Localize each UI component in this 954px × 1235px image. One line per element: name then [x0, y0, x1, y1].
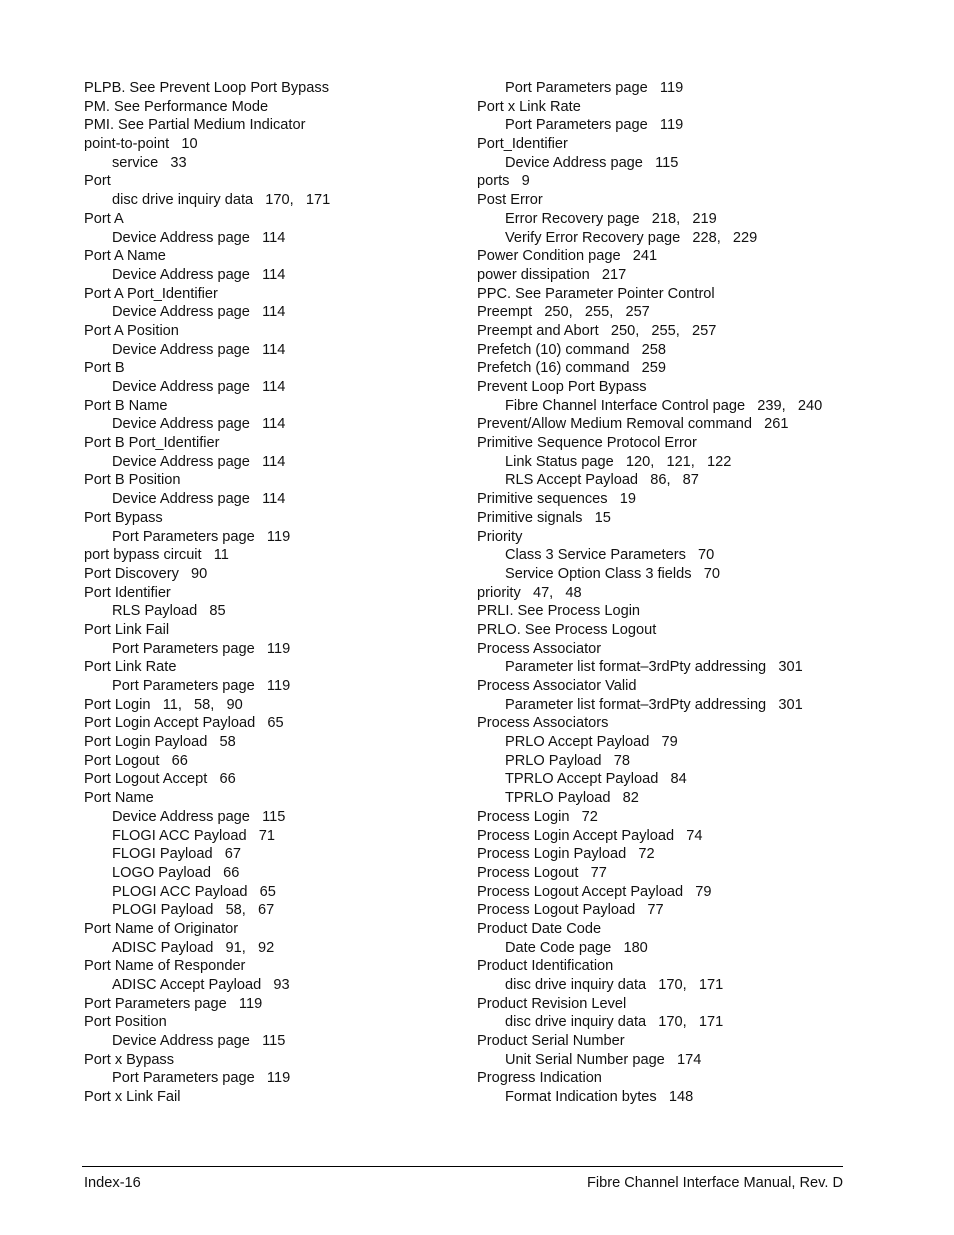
- index-subentry: Link Status page 120, 121, 122: [505, 453, 732, 470]
- index-entry: Port B: [84, 360, 125, 377]
- index-subentry: Device Address page 115: [112, 1033, 286, 1050]
- index-subentry: Port Parameters page 119: [112, 678, 291, 694]
- index-entry: Port B Port_Identifier: [84, 435, 220, 452]
- index-entry: PM. See Performance Mode: [84, 98, 269, 115]
- index-subentry: Port Parameters page 119: [112, 1070, 291, 1087]
- index-subentry: Service Option Class 3 fields 70: [505, 565, 720, 582]
- index-entry: Process Login Payload 72: [477, 846, 655, 863]
- index-entry: Preempt and Abort 250, 255, 257: [477, 322, 717, 339]
- index-subentry: RLS Accept Payload 86, 87: [505, 472, 699, 489]
- index-entry: Primitive Sequence Protocol Error: [477, 435, 697, 452]
- index-entry: Port x Link Rate: [477, 98, 581, 115]
- index-entry: point-to-point 10: [84, 136, 198, 153]
- index-entry: Preempt 250, 255, 257: [477, 304, 650, 321]
- index-subentry: disc drive inquiry data 170, 171: [505, 977, 724, 993]
- index-entry: Process Logout Payload 77: [477, 902, 664, 919]
- index-subentry: ADISC Payload 91, 92: [112, 939, 275, 956]
- index-entry: Port Discovery 90: [84, 565, 208, 582]
- index-entry: Process Logout 77: [477, 864, 607, 881]
- index-subentry: Port Parameters page 119: [112, 640, 291, 657]
- index-entry: Product Serial Number: [477, 1033, 625, 1050]
- index-entry: Port Login Accept Payload 65: [84, 715, 284, 732]
- index-entry: Port Parameters page 119: [84, 995, 263, 1012]
- index-subentry: PLOGI ACC Payload 65: [112, 883, 276, 900]
- index-entry: Process Login 72: [477, 808, 598, 825]
- index-entry: PRLO. See Process Logout: [477, 621, 657, 638]
- index-subentry: Device Address page 114: [112, 341, 286, 358]
- index-entry: Port: [84, 173, 111, 190]
- index-subentry: Format Indication bytes 148: [505, 1089, 694, 1106]
- footer-rule: [82, 1166, 843, 1167]
- index-subentry: Device Address page 115: [112, 808, 286, 825]
- index-entry: Product Date Code: [477, 920, 602, 937]
- index-subentry: Port Parameters page 119: [505, 117, 684, 134]
- index-entry: Power Condition page 241: [477, 248, 658, 265]
- index-entry: Port A Position: [84, 322, 179, 339]
- index-entry: Process Associator Valid: [477, 678, 637, 694]
- index-entry: Prevent Loop Port Bypass: [477, 379, 647, 395]
- index-entry: Port Name: [84, 790, 154, 807]
- index-subentry: service 33: [112, 154, 187, 171]
- index-subentry: Device Address page 114: [112, 304, 286, 321]
- index-entry: priority 47, 48: [477, 584, 582, 601]
- index-subentry: Device Address page 115: [505, 154, 679, 171]
- index-entry: Progress Indication: [477, 1070, 602, 1087]
- index-subentry: Device Address page 114: [112, 416, 286, 433]
- index-entry: Port Logout 66: [84, 752, 188, 769]
- index-entry: Port Name of Originator: [84, 920, 239, 937]
- index-entry: Process Associators: [477, 715, 609, 732]
- index-entry: Port Name of Responder: [84, 958, 246, 975]
- index-column-left: [84, 79, 464, 1107]
- index-subentry: Port Parameters page 119: [505, 80, 684, 96]
- index-subentry: Port Parameters page 119: [112, 528, 291, 545]
- index-subentry: Date Code page 180: [505, 939, 648, 956]
- index-entry: Primitive sequences 19: [477, 491, 636, 508]
- footer-doc-title: Fibre Channel Interface Manual, Rev. D: [586, 1175, 843, 1191]
- index-subentry: RLS Payload 85: [112, 603, 226, 620]
- index-entry: PRLI. See Process Login: [477, 603, 641, 620]
- index-entry: Port B Name: [84, 397, 168, 414]
- index-subentry: Device Address page 114: [112, 379, 286, 395]
- index-subentry: PRLO Accept Payload 79: [505, 734, 678, 751]
- index-subentry: Device Address page 114: [112, 453, 286, 470]
- index-entry: PMI. See Partial Medium Indicator: [84, 117, 306, 134]
- index-entry: Prefetch (16) command 259: [477, 360, 666, 377]
- index-entry: Product Identification: [477, 958, 614, 975]
- index-entry: Port Identifier: [84, 584, 171, 601]
- index-subentry: Device Address page 114: [112, 229, 286, 246]
- index-entry: Port Login Payload 58: [84, 734, 236, 751]
- index-subentry: Unit Serial Number page 174: [505, 1051, 702, 1068]
- index-entry: Port A Port_Identifier: [84, 285, 218, 302]
- index-entry: PPC. See Parameter Pointer Control: [477, 285, 715, 302]
- index-entry: Port Link Rate: [84, 659, 177, 676]
- index-subentry: LOGO Payload 66: [112, 864, 240, 881]
- index-subentry: disc drive inquiry data 170, 171: [505, 1014, 724, 1031]
- index-subentry: disc drive inquiry data 170, 171: [112, 192, 331, 209]
- index-entry: Port A Name: [84, 248, 166, 265]
- index-entry: Port B Position: [84, 472, 181, 489]
- index-subentry: PRLO Payload 78: [505, 752, 630, 769]
- index-entry: Prefetch (10) command 258: [477, 341, 666, 358]
- index-subentry: TPRLO Accept Payload 84: [505, 771, 687, 788]
- index-subentry: Fibre Channel Interface Control page 239, 240: [505, 397, 823, 414]
- index-subentry: Device Address page 114: [112, 266, 286, 283]
- index-entry: power dissipation 217: [477, 266, 627, 283]
- index-entry: Prevent/Allow Medium Removal command 261: [477, 416, 789, 433]
- index-entry: Port Logout Accept 66: [84, 771, 236, 788]
- index-column-right: [477, 79, 897, 1107]
- index-entry: ports 9: [477, 173, 530, 190]
- index-subentry: Verify Error Recovery page 228, 229: [505, 229, 758, 246]
- index-subentry: Device Address page 114: [112, 491, 286, 508]
- index-entry: Post Error: [477, 192, 543, 209]
- index-entry: Port Link Fail: [84, 621, 170, 638]
- index-subentry: Error Recovery page 218, 219: [505, 210, 717, 227]
- index-entry: Port_Identifier: [477, 136, 568, 153]
- index-entry: Port Login 11, 58, 90: [84, 696, 243, 713]
- index-entry: PLPB. See Prevent Loop Port Bypass: [84, 80, 329, 96]
- index-subentry: Parameter list format–3rdPty addressing 301: [505, 659, 803, 676]
- index-entry: Priority: [477, 528, 523, 545]
- index-entry: Port x Link Fail: [84, 1089, 181, 1106]
- footer-page-label: Index-16: [84, 1175, 141, 1191]
- index-entry: Process Logout Accept Payload 79: [477, 883, 712, 900]
- index-subentry: FLOGI Payload 67: [112, 846, 241, 863]
- index-subentry: ADISC Accept Payload 93: [112, 977, 290, 993]
- index-entry: Product Revision Level: [477, 995, 627, 1012]
- index-subentry: TPRLO Payload 82: [505, 790, 639, 807]
- index-subentry: Parameter list format–3rdPty addressing 301: [505, 696, 803, 713]
- index-entry: Primitive signals 15: [477, 509, 611, 526]
- index-entry: port bypass circuit 11: [84, 547, 229, 564]
- index-subentry: Class 3 Service Parameters 70: [505, 547, 715, 564]
- index-entry: Port x Bypass: [84, 1051, 175, 1068]
- index-entry: Port Bypass: [84, 509, 163, 526]
- index-subentry: FLOGI ACC Payload 71: [112, 827, 276, 844]
- index-subentry: PLOGI Payload 58, 67: [112, 902, 275, 919]
- index-entry: Port Position: [84, 1014, 167, 1031]
- index-entry: Process Associator: [477, 640, 602, 657]
- index-entry: Process Login Accept Payload 74: [477, 827, 703, 844]
- index-entry: Port A: [84, 210, 124, 227]
